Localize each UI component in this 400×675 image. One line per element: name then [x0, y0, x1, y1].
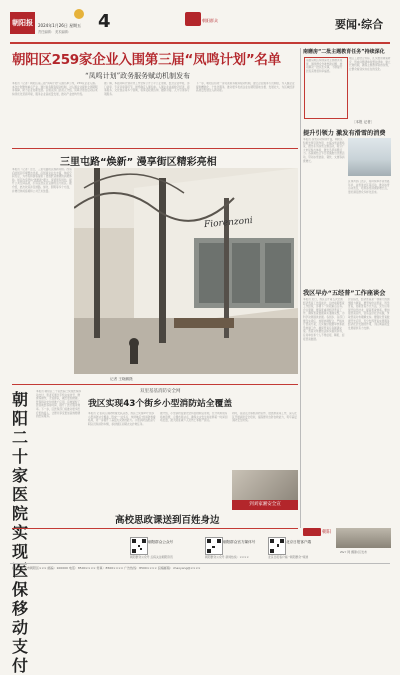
fit-icon-label: 朝阳	[322, 530, 331, 535]
page-number: 4	[98, 11, 111, 32]
feature-rule	[12, 148, 298, 149]
lead-body-col2: 据了解，本届凤鸣计划评选工作坚持公开公平公正原则，经过企业申报、部门初审、专家评审等环节，最终确定入围名单。入围企业涵盖数字经济、商务服务、文化创意等多个领域，将享受政策咨询、融资对接、人才引进等专项服务。	[104, 82, 190, 96]
qr-caption-1: 朝阳群众公众号 扫码关注朝阳资讯	[130, 555, 173, 559]
fire-body-col3: 同时，各站点还承担消防宣传、隐患排查等工作，深入社区开展消防安全培训，提高群众自防自救能力，筑牢基层消防安全防线。	[232, 412, 297, 423]
fire-photo	[232, 470, 298, 500]
lead-headline: 朝阳区259家企业入围第三届“凤鸣计划”名单	[12, 52, 281, 68]
masthead-date: 2024年1月26日 星期五	[38, 23, 82, 28]
feature-photo	[74, 168, 298, 374]
ski-photo	[348, 138, 391, 176]
right-top-box-text: 南磨房地区持续深化主题教育成果，围绕群众急难愁盼问题，推动解决一批民生实事，不断提升居民获得感和幸福感。	[306, 59, 343, 73]
qr-caption-3: 北京日报客户端 “朝阳群众”频道	[268, 555, 309, 559]
masthead-rule	[10, 42, 390, 44]
lead-subhead: “凤鸣计划”政务服务赋动机制发布	[85, 72, 191, 80]
fire-body-col2: 据介绍，小型消防站建设坚持因地制宜原则，充分利用现有场地资源，合理布局站点，确保火灾发生时能够第一时间到场处置，最大限度减少人员伤亡和财产损失。	[160, 412, 228, 423]
fit-headline: 高校思政课送到百姓身边	[115, 515, 220, 526]
right-top-body: 地区工委结合实际，扎实推进调查研究，形成问题清单和整改清单，建立长效机制，确保主题教育取得实效，让群众看到实实在在的变化。	[349, 57, 391, 71]
lead-body-col1: 本报讯（记者）朝阳区第三届“凤鸣计划”入围名单公布，259家企业入围。本次计划聚焦重点产业，通过政务服务赋动机制，对入围企业提供全周期服务保障，助力企业创新发展。区相关部门负责人介绍，凤鸣计划自启动以来持续优化营商环境，服务企业高质量发展，推动产业结构升级。	[12, 82, 98, 96]
right-bottom-body-2: 会议指出，经济普查是一项重大的国情国力调查，要坚持依法普查、科学普查，创新普查方式方法，充分运用现代信息技术，提高普查效率。要加强普查宣传，营造良好社会氛围，争取普查对象理解支持。要强化普查数据开发应用，充分发挥普查成果服务经济社会发展的作用，为区域高质量发展提供有力支撑。	[348, 298, 390, 330]
lead-body-col3: 下一步，朝阳区将进一步完善政务服务赋动机制，建立企业服务专员制度，为入围企业提供精准化、个性化服务，推动更多优质企业在朝阳落地生根、发展壮大，为区域经济高质量发展注入新动能。	[196, 82, 295, 93]
right-mid-body-1: 本报讯 冰雪运动持续升温，朝阳区积极发挥引领作用，丰富冰雪消费场景，推出系列冰雪主题活动，吸引广大市民参与体验，激发冬季消费活力。各商圈结合节日氛围推出优惠活动，带动冰雪装备、餐饮、文旅等消费增长。	[303, 138, 345, 163]
fit-rule	[12, 528, 298, 529]
section-title: 要闻·综合	[335, 18, 384, 31]
right-top-headline: 南磨房“二批主题教育任务”持续深化	[303, 49, 385, 55]
vertical-rule	[12, 384, 298, 385]
right-mid-headline: 提升引领力 激发有滑雪的消费	[303, 130, 386, 137]
feature-headline: 三里屯路“焕新” 漫享街区精彩亮相	[60, 157, 217, 168]
qr-caption-2: 朝阳群众公众号 新闻热线：××××	[205, 555, 249, 559]
fire-headline: 我区实现43个街乡小型消防站全覆盖	[88, 399, 233, 409]
right-top-tag: 〔本报 记者〕	[352, 120, 375, 124]
qr-label-2: 朝阳群众官方媒体号	[223, 540, 256, 544]
shop-sign: Fiorenzoni	[203, 215, 254, 231]
masthead-editor: 责任编辑： 美术编辑：	[38, 30, 71, 34]
emblem-icon	[74, 9, 84, 19]
fit-icon-badge	[303, 528, 321, 536]
qr-code-3[interactable]	[268, 537, 286, 555]
feature-caption: 记者 王晓鹏摄	[110, 377, 133, 381]
right-bottom-body-1: 本报讯 近日，我区召开第五次全国经济普查工作座谈会，总结前期普查工作经验，部署下一阶段重点任务。会议强调，要高度重视经济普查工作，确保普查数据真实准确完整，为科学决策提供依据。各街乡、各部门要压实责任，加强协调配合，严格执行普查方案，扎实做好数据审核和质量控制工作，确保普查任务圆满完成。普查对象要依法如实提供资料，任何单位和个人不得虚报、瞒报、拒报普查数据。	[303, 298, 345, 341]
right-mid-body-2: 区体育部门表示，将持续举办冰雪嘉年华、冰雪进社区等活动，推动冰雪运动普及，培育冰雪消费新增长点，更好满足群众多样化需求。	[348, 180, 390, 194]
footer-rule	[10, 563, 390, 564]
vertical-body: 本报讯 朝阳区二十家医院已实现医保移动支付，患者可通过手机完成挂号、缴费等操作，无需排队，就医更加便捷。医保移动支付的推广应用，有效缩短了患者就医等待时间，提升了医疗服务效率。下一步，区医保部门将推动更多医疗机构接入，让群众享受更加高效便捷的医保服务。	[36, 390, 81, 419]
vertical-headline: 朝阳二十家医院实现医保移动支付	[12, 390, 29, 675]
paper-logo	[10, 12, 35, 34]
fire-body-col1: 本报讯 记者从区消防救援支队获悉，我区已实现43个街乡小型消防站全覆盖，形成“一站多点、快速响应”的消防救援格局，进一步提升了基层火灾防控能力。小型消防站配备专职队员和消防车辆，承担辖区初期火灾扑救任务。	[88, 412, 156, 426]
feature-body: 本报讯（记者）近日，三里屯路街区焕新亮相。改造后的街区环境整洁优美，沿街商业业态丰富，休闲空间充足，为市民和游客提供了更加舒适便捷的消费体验。街区改造坚持“微更新”理念，保留原有特色，提升公共空间品质，打造宜居宜业宜游的活力街区。据介绍，此次改造涉及道路、绿化、照明等多个方面，并增设休闲座椅和公共艺术装置。	[12, 168, 72, 193]
fire-badge: 到刘家湘安全宣	[232, 500, 298, 510]
footer-text: 社址：北京市朝阳区××× 邮编：100000 电话：8500×××× 传真：8500×××× 广告热线：8500×××× 投稿邮箱：chaoyang@××××	[12, 566, 201, 570]
street-photo-illustration	[74, 168, 298, 374]
qr-code-1[interactable]	[130, 537, 148, 555]
section-brand-logo	[185, 12, 201, 26]
right-column-divider	[300, 48, 301, 528]
qr-code-2[interactable]	[205, 537, 223, 555]
section-brand: 朝阳群众	[202, 18, 218, 23]
masthead	[10, 6, 390, 42]
qr-label-1: 朝阳群众公众号	[148, 540, 174, 544]
fit-source: Z&Y 网 摄影/区发布	[340, 550, 368, 554]
right-bottom-headline: 我区早办“五经普”工作座谈会	[303, 290, 386, 297]
qr-label-3: 北京日报客户端	[286, 540, 312, 544]
fire-kicker: 双里基基消防安全网	[140, 389, 181, 394]
fit-photo	[336, 528, 391, 548]
paper-name: 朝阳报	[12, 18, 33, 27]
